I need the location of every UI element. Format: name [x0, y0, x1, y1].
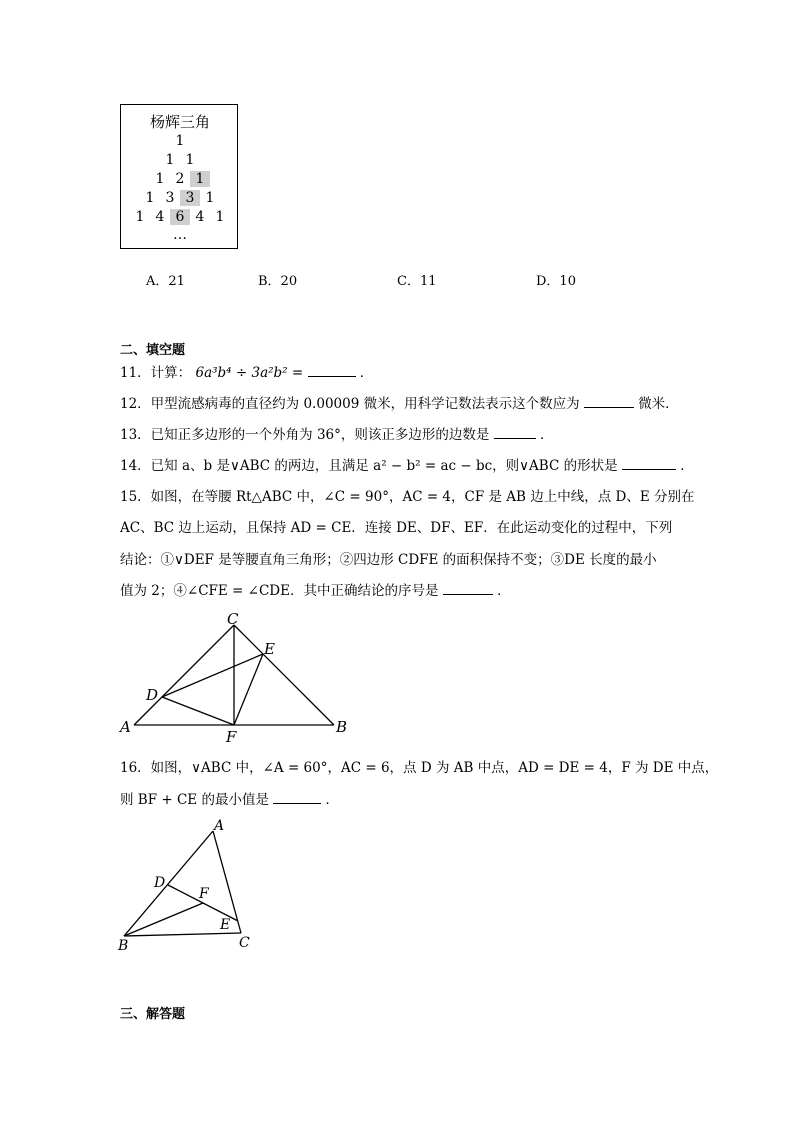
q15-line4-text: 值为 2；④∠CFE = ∠CDE．其中正确结论的序号是 [120, 583, 439, 599]
option-d[interactable]: D．10 [536, 274, 576, 289]
label-C: C [227, 610, 239, 628]
q16-line2-text: 则 BF + CE 的最小值是 [120, 792, 269, 808]
q12-text: 12．甲型流感病毒的直径约为 0.00009 微米，用科学记数法表示这个数应为 [120, 396, 580, 412]
label-B: B [336, 718, 348, 736]
q14-suffix: ． [680, 458, 694, 474]
triangle-row [121, 133, 239, 149]
label-C: C [239, 935, 250, 951]
triangle-number: 4 [195, 209, 205, 225]
label-F: F [226, 728, 237, 746]
segment-BF [124, 903, 203, 936]
figure-16 [110, 814, 270, 954]
q11-prefix: 11．计算： [120, 365, 192, 381]
question-15-line-2: AC、BC 边上运动，且保持 AD = CE．连接 DE、DF、EF．在此运动变化的过程中，下列 [120, 520, 673, 536]
segment-CB [234, 625, 334, 725]
label-D: D [154, 875, 166, 891]
triangle-number: 1 [205, 190, 215, 206]
figure-15 [110, 606, 360, 746]
triangle-row [121, 152, 239, 168]
triangle-title: 杨辉三角 [149, 113, 210, 131]
question-14 [120, 456, 694, 476]
q13-text: 13．已知正多边形的一个外角为 36°，则该正多边形的边数是 [120, 427, 490, 443]
section-fill-in: 二、填空题 [120, 343, 186, 358]
question-15-line-4 [120, 581, 511, 601]
triangle-number: 2 [175, 171, 185, 187]
q11-answer-blank[interactable] [308, 364, 356, 377]
triangle-highlighted-number: 6 [170, 209, 190, 225]
triangle-number: 1 [145, 190, 155, 206]
label-F: F [199, 886, 209, 902]
triangle-ellipsis: … [173, 227, 187, 243]
question-15-line-3: 结论：①∨DEF 是等腰直角三角形；②四边形 CDFE 的面积保持不变；③DE 长度的最小 [120, 552, 657, 568]
question-12 [120, 394, 679, 414]
label-B: B [118, 938, 129, 954]
triangle-row [121, 209, 239, 225]
label-A: A [120, 718, 131, 736]
yanghui-triangle-box [120, 104, 238, 249]
option-b[interactable]: B．20 [258, 274, 298, 289]
option-a[interactable]: A．21 [146, 274, 185, 289]
q13-suffix: ． [540, 427, 554, 443]
triangle-number: 1 [155, 171, 165, 187]
option-c[interactable]: C．11 [397, 274, 437, 289]
section-answers: 三、解答题 [120, 1007, 186, 1022]
triangle-number: 1 [165, 152, 175, 168]
triangle-number: 1 [175, 133, 185, 149]
label-E: E [220, 917, 231, 933]
question-15-line-1: 15．如图，在等腰 Rt△ABC 中，∠C = 90°，AC = 4，CF 是 AB 边上中线，点 D、E 分别在 [120, 489, 695, 505]
q12-answer-blank[interactable] [584, 395, 634, 408]
q15-suffix: ． [497, 583, 511, 599]
q11-suffix: ． [359, 365, 374, 381]
question-16-line-1: 16．如图，∨ABC 中，∠A = 60°，AC = 6，点 D 为 AB 中点，AD = DE = 4，F 为 DE 中点， [120, 760, 719, 776]
segment-BC [124, 933, 241, 936]
label-E: E [264, 640, 275, 658]
triangle-number: 1 [215, 209, 225, 225]
triangle-number: 3 [165, 190, 175, 206]
q11-expression: 6a³b⁴ ÷ 3a²b² = [195, 365, 304, 381]
triangle-highlighted-number: 1 [190, 171, 210, 187]
segment-DF [162, 697, 234, 725]
triangle-number: 4 [155, 209, 165, 225]
q13-answer-blank[interactable] [494, 426, 536, 439]
q14-answer-blank[interactable] [622, 457, 676, 470]
triangle-row [121, 190, 239, 206]
q15-answer-blank[interactable] [443, 582, 493, 595]
question-11 [120, 363, 373, 383]
segment-AB [124, 831, 213, 936]
q16-answer-blank[interactable] [273, 791, 321, 804]
triangle-row [121, 171, 239, 187]
triangle-highlighted-number: 3 [180, 190, 200, 206]
q12-suffix: 微米． [638, 396, 679, 412]
label-D: D [146, 686, 159, 704]
label-A: A [214, 818, 225, 834]
triangle-number: 1 [185, 152, 195, 168]
triangle-number: 1 [135, 209, 145, 225]
question-16-line-2 [120, 790, 339, 810]
question-13 [120, 425, 554, 445]
q14-text: 14．已知 a、b 是∨ABC 的两边，且满足 a² − b² = ac − bc，则∨ABC 的形状是 [120, 458, 618, 474]
q16-suffix: ． [325, 792, 340, 808]
segment-AC [134, 625, 234, 725]
